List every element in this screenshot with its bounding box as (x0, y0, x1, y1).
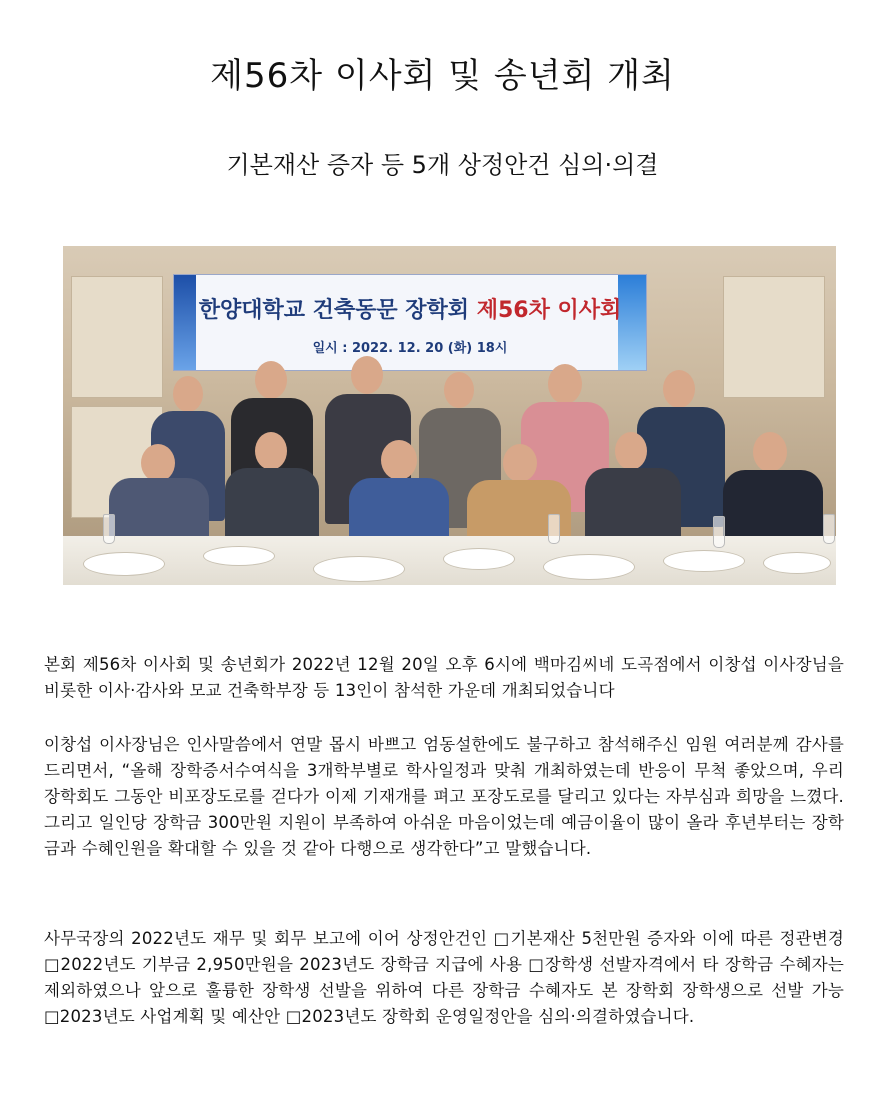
person-head (255, 432, 287, 470)
person-head (255, 361, 287, 399)
banner-date: 일시 : 2022. 12. 20 (화) 18시 (312, 341, 508, 356)
wine-glass (103, 514, 115, 544)
person-head (381, 440, 417, 480)
group-photo (63, 246, 836, 585)
banner-title (174, 293, 646, 324)
paragraph-2: 이창섭 이사장님은 인사말씀에서 연말 몹시 바쁘고 엄동설한에도 불구하고 참석해주신 임원 여러분께 감사를 드리면서, “올해 장학증서수여식을 3개학부별로 학사일정과 맞춰 개최하였는데 반응이 무척 좋았으며, 우리 장학회도 그동안 비포장도로를 걷다가 이제 기재개를 펴고 포장도로를 달리고 있다는 자부심과 희망을 느꼈다. 그리고 일인당 장학금 300만원 지원이 부족하여 아쉬운 마음이었는데 예금이율이 많이 올라 후년부터는 장학금과 수혜인원을 확대할 수 있을 것 같아 다행으로 생각한다”고 말했습니다. (44, 735, 844, 858)
plate (313, 556, 405, 582)
wine-glass (713, 516, 725, 548)
paragraph-1: 본회 제56차 이사회 및 송년회가 2022년 12월 20일 오후 6시에 백마김씨네 도곡점에서 이창섭 이사장님을 비롯한 이사·감사와 모교 건축학부장 등 13인이 참석한 가운데 개최되었습니다 (44, 655, 844, 700)
wine-glass (548, 514, 560, 544)
wall-panel (71, 276, 163, 398)
banner-title-main: 한양대학교 건축동문 장학회 (198, 298, 477, 323)
person-head (503, 444, 537, 482)
paragraph-3: 사무국장의 2022년도 재무 및 회무 보고에 이어 상정안건인 □기본재산 5천만원 증자와 이에 따른 정관변경 □2022년도 기부금 2,950만원을 2023년도 장학금 지급에 사용 □장학생 선발자격에서 타 장학금 수혜자는 제외하였으나 앞으로 훌륭한 장학생 선발을 위하여 다른 장학금 수혜자도 본 장학회 장학생으로 선발 가능 □2023년도 사업계획 및 예산안 □2023년도 장학회 운영일정안을 심의·의결하였습니다. (44, 929, 844, 1026)
wine-glass (823, 514, 835, 544)
person-head (444, 372, 474, 408)
wall-panel (723, 276, 825, 398)
person-head (615, 432, 647, 470)
person-head (351, 356, 383, 394)
plate (83, 552, 165, 576)
person-head (663, 370, 695, 408)
person-head (141, 444, 175, 482)
plate (543, 554, 635, 580)
plate (663, 550, 745, 572)
plate (443, 548, 515, 570)
plate (203, 546, 275, 566)
event-banner (173, 274, 647, 371)
person-head (548, 364, 582, 404)
plate (763, 552, 831, 574)
person-head (753, 432, 787, 472)
page-subtitle: 기본재산 증자 등 5개 상정안건 심의·의결 (226, 151, 659, 179)
person-head (173, 376, 203, 412)
page-title: 제56차 이사회 및 송년회 개최 (210, 56, 675, 96)
banner-title-highlight: 제56차 이사회 (476, 298, 622, 323)
